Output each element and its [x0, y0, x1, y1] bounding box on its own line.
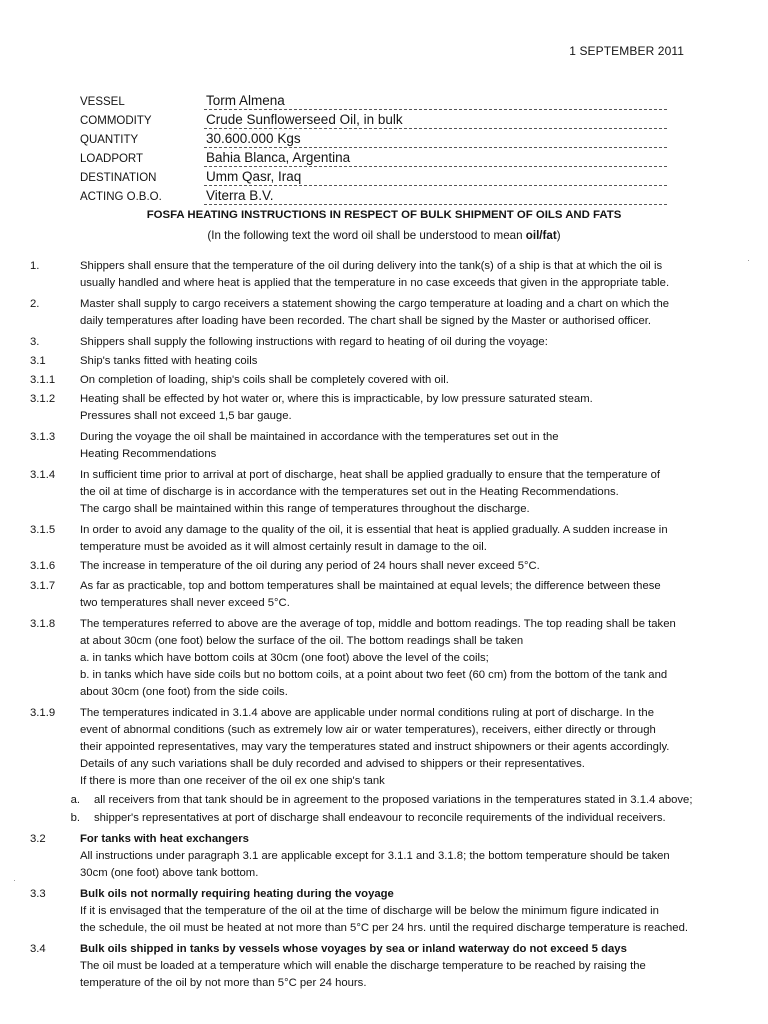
scan-speck	[748, 260, 749, 261]
destination-value: Umm Qasr, Iraq	[204, 169, 667, 186]
section-3-4	[30, 941, 690, 992]
section-3-1	[30, 353, 690, 370]
section-number: 3.1.2	[30, 393, 56, 405]
section-line: Shippers shall ensure that the temperature of the oil during delivery into the tank(s) of a ship is that at which the oil is	[80, 260, 663, 272]
section-line: Bulk oils shipped in tanks by vessels whose voyages by sea or inland waterway do not exceed 5 days	[80, 943, 627, 955]
section-number: a.	[70, 794, 80, 806]
section-line: The temperatures referred to above are the average of top, middle and bottom readings. The top reading shall be taken	[80, 618, 676, 630]
section-line: For tanks with heat exchangers	[80, 833, 249, 845]
section-number: 3.	[30, 336, 40, 348]
section-line: As far as practicable, top and bottom temperatures shall be maintained at equal levels; the difference between these	[80, 580, 661, 592]
section-text	[80, 941, 690, 992]
section-number: 3.2	[30, 833, 46, 845]
vessel-label: VESSEL	[80, 96, 125, 108]
section-line: Details of any such variations shall be duly recorded and advised to shippers or their representatives.	[80, 758, 585, 770]
section-text	[80, 296, 690, 330]
section-line: If it is envisaged that the temperature of the oil at the time of discharge will be below the minimum figure indicated in	[80, 905, 659, 917]
section-text	[80, 429, 690, 463]
section-number: 3.1.6	[30, 560, 56, 572]
section-line: During the voyage the oil shall be maintained in accordance with the temperatures set out in the	[80, 431, 559, 443]
section-line: at about 30cm (one foot) below the surface of the oil. The bottom readings shall be taken	[80, 635, 524, 647]
section-line: 30cm (one foot) above tank bottom.	[80, 867, 259, 879]
commodity-label: COMMODITY	[80, 115, 152, 127]
section-3-1-4	[30, 467, 690, 518]
section-text	[80, 831, 690, 882]
section-line: Heating shall be effected by hot water or, where this is impracticable, by low pressure saturated steam.	[80, 393, 593, 405]
section-text	[80, 886, 690, 937]
section-line: the schedule, the oil must be heated at not more than 5°C per 24 hrs. until the required discharge temperature is reached.	[80, 922, 689, 934]
subtitle-bold: oil/fat	[525, 229, 557, 242]
commodity-value: Crude Sunflowerseed Oil, in bulk	[204, 112, 667, 129]
section-line: All instructions under paragraph 3.1 are applicable except for 3.1.1 and 3.1.8; the bottom temperature should be taken	[80, 850, 670, 862]
instruction-sections	[30, 254, 693, 992]
section-line: The cargo shall be maintained within this range of temperatures throughout the discharge.	[80, 503, 530, 515]
section-3-1-9	[30, 705, 690, 790]
section-line: In order to avoid any damage to the quality of the oil, it is essential that heat is applied gradually. A sudden increase in	[80, 524, 668, 536]
scan-speck	[14, 880, 15, 881]
section-line: their appointed representatives, may vary the temperatures stated and instruct shipowners or their agents accordingly.	[80, 741, 670, 753]
section-line: daily temperatures after loading have been recorded. The chart shall be signed by the Master or authorised officer.	[80, 315, 652, 327]
quantity-label: QUANTITY	[80, 134, 139, 146]
section-text	[94, 810, 690, 827]
section-line: Master shall supply to cargo receivers a statement showing the cargo temperature at loading and a chart on which the	[80, 298, 670, 310]
section-line: The oil must be loaded at a temperature which will enable the discharge temperature to be reached by raising the	[80, 960, 646, 972]
section-line: event of abnormal conditions (such as extremely low air or water temperatures), receivers, either directly or through	[80, 724, 656, 736]
section-line: Heating Recommendations	[80, 448, 217, 460]
section-text	[94, 792, 692, 809]
section-line: In sufficient time prior to arrival at port of discharge, heat shall be applied gradually to ensure that the temperature of	[80, 469, 661, 481]
section-line: a. in tanks which have bottom coils at 30cm (one foot) above the level of the coils;	[80, 652, 489, 664]
document-title: FOSFA HEATING INSTRUCTIONS IN RESPECT OF BULK SHIPMENT OF OILS AND FATS	[146, 209, 622, 221]
section-line: Bulk oils not normally requiring heating during the voyage	[80, 888, 394, 900]
section-number: 3.1.5	[30, 524, 56, 536]
section-number: 3.1.4	[30, 469, 56, 481]
section-line: On completion of loading, ship's coils shall be completely covered with oil.	[80, 374, 449, 386]
section-text	[80, 578, 690, 612]
section-number: 3.1.7	[30, 580, 56, 592]
section-number: 3.1.1	[30, 374, 56, 386]
section-3-1-7	[30, 578, 690, 612]
section-number: 3.4	[30, 943, 46, 955]
quantity-row	[80, 129, 667, 148]
section-text	[80, 258, 690, 292]
section-line: The increase in temperature of the oil during any period of 24 hours shall never exceed 5°C.	[80, 560, 540, 572]
section-text	[80, 372, 690, 389]
subtitle-close: )	[556, 229, 561, 242]
acting-obo-label: ACTING O.B.O.	[80, 191, 162, 203]
section-text	[80, 558, 690, 575]
section-3-1-3	[30, 429, 690, 463]
section-line: Ship's tanks fitted with heating coils	[80, 355, 258, 367]
section-text	[80, 616, 690, 701]
section-number: 3.1.8	[30, 618, 56, 630]
section-line: The temperatures indicated in 3.1.4 above are applicable under normal conditions ruling at port of discharge. In the	[80, 707, 654, 719]
section-2	[30, 296, 690, 330]
section-number: 1.	[30, 260, 40, 272]
section-line: the oil at time of discharge is in accordance with the temperatures set out in the Heating Recommendations.	[80, 486, 619, 498]
destination-row	[80, 167, 667, 186]
shipment-details	[80, 91, 667, 205]
section-number: 3.1.3	[30, 431, 56, 443]
section-text	[80, 705, 690, 790]
document-date: 1 SEPTEMBER 2011	[569, 44, 684, 58]
loadport-label: LOADPORT	[80, 153, 144, 165]
section-line: two temperatures shall never exceed 5°C.	[80, 597, 290, 609]
section-a	[30, 792, 693, 809]
section-text	[80, 391, 690, 425]
quantity-value: 30.600.000 Kgs	[204, 131, 667, 148]
section-3-1-8	[30, 616, 690, 701]
document-subtitle	[0, 229, 768, 242]
section-number: b.	[70, 812, 80, 824]
section-text	[80, 334, 690, 351]
acting-obo-value: Viterra B.V.	[204, 188, 667, 205]
section-text	[80, 467, 690, 518]
section-text	[80, 353, 690, 370]
section-3-1-5	[30, 522, 690, 556]
acting-obo-row	[80, 186, 667, 205]
section-1	[30, 258, 690, 292]
section-line: b. in tanks which have side coils but no bottom coils, at a point about two feet (60 cm) from the bottom of the tank and	[80, 669, 668, 681]
section-b	[30, 810, 690, 827]
subtitle-text: (In the following text the word oil shall be understood to mean	[207, 229, 526, 242]
section-3-3	[30, 886, 690, 937]
section-line: usually handled and where heat is applied that the temperature in no case exceeds that given in the appropriate table.	[80, 277, 670, 289]
section-3-2	[30, 831, 690, 882]
section-line: about 30cm (one foot) from the side coils.	[80, 686, 288, 698]
section-number: 2.	[30, 298, 40, 310]
section-line: temperature must be avoided as it will almost certainly result in damage to the oil.	[80, 541, 487, 553]
commodity-row	[80, 110, 667, 129]
section-text	[80, 522, 690, 556]
section-line: Shippers shall supply the following instructions with regard to heating of oil during the voyage:	[80, 336, 548, 348]
section-line: temperature of the oil by not more than 5°C per 24 hours.	[80, 977, 367, 989]
section-line: all receivers from that tank should be in agreement to the proposed variations in the temperatures stated in 3.1.4 above;	[94, 794, 693, 806]
section-number: 3.1	[30, 355, 46, 367]
section-3	[30, 334, 690, 351]
section-number: 3.3	[30, 888, 46, 900]
section-3-1-1	[30, 372, 690, 389]
destination-label: DESTINATION	[80, 172, 157, 184]
section-3-1-2	[30, 391, 690, 425]
vessel-value: Torm Almena	[204, 93, 667, 110]
loadport-row	[80, 148, 667, 167]
section-line: If there is more than one receiver of the oil ex one ship's tank	[80, 775, 385, 787]
section-line: Pressures shall not exceed 1,5 bar gauge.	[80, 410, 292, 422]
vessel-row	[80, 91, 667, 110]
section-line: shipper's representatives at port of discharge shall endeavour to reconcile requirements of the individual receivers.	[94, 812, 666, 824]
section-number: 3.1.9	[30, 707, 56, 719]
section-3-1-6	[30, 558, 690, 575]
loadport-value: Bahia Blanca, Argentina	[204, 150, 667, 167]
